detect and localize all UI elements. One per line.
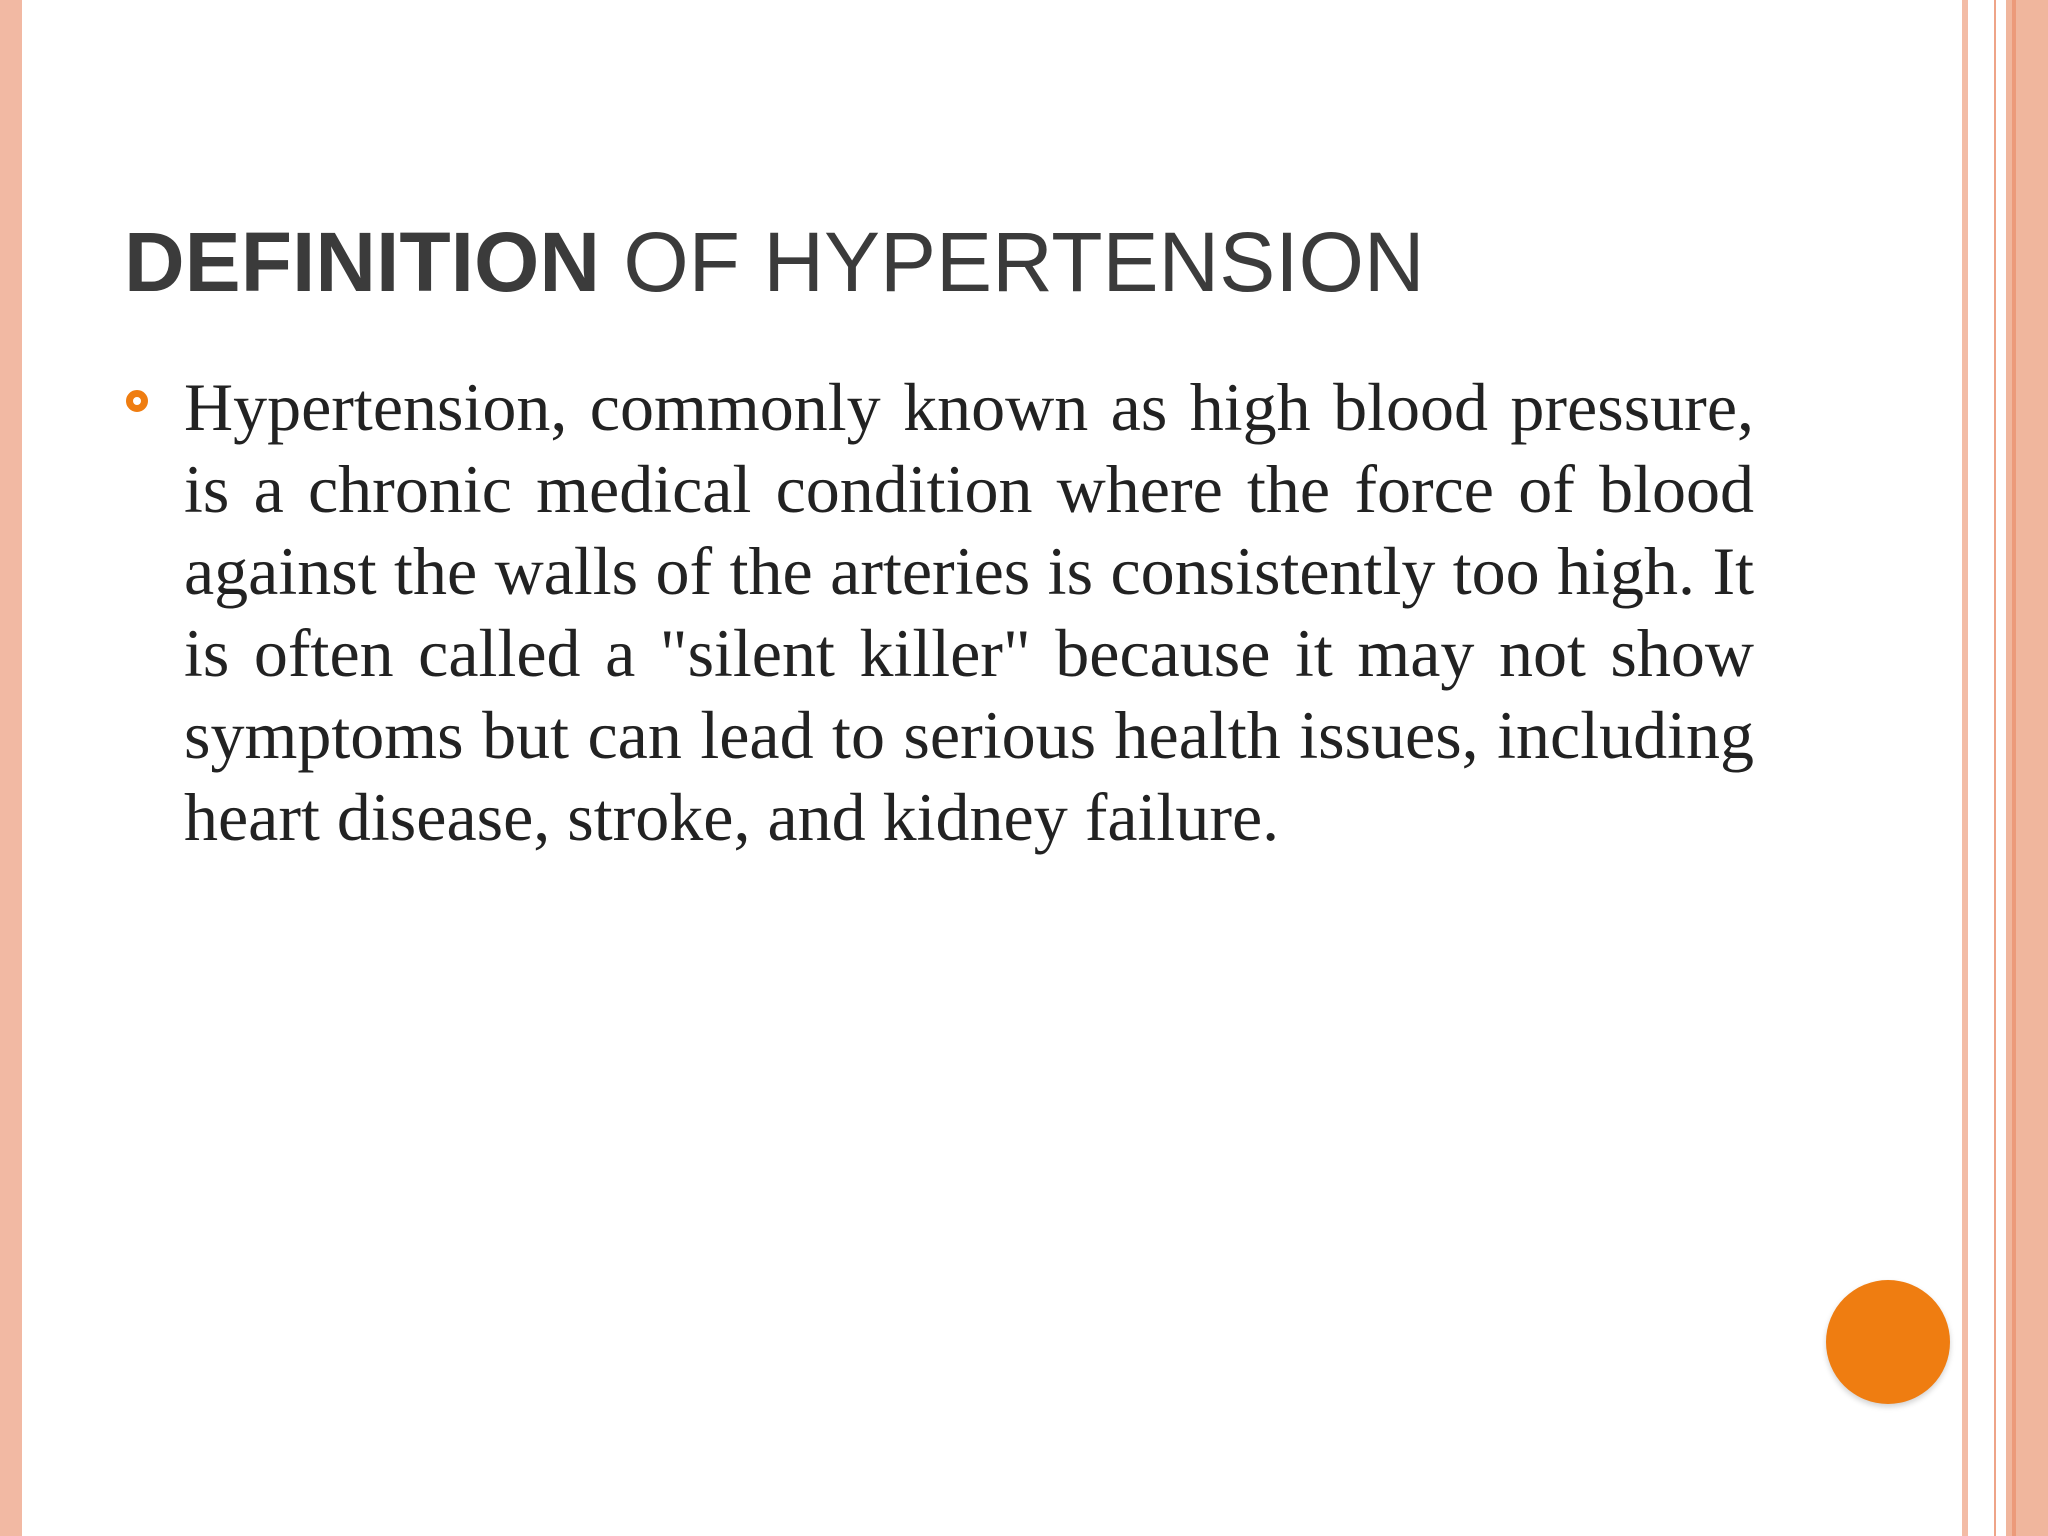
left-border-bar <box>0 0 22 1536</box>
slide-title-rest: OF HYPERTENSION <box>600 215 1425 309</box>
right-border-strip <box>1996 0 2006 1536</box>
bullet-item <box>124 366 1754 858</box>
slide-title <box>124 212 1425 312</box>
right-border-decoration <box>1962 0 2048 1536</box>
slide-title-bold: DEFINITION <box>124 215 600 309</box>
bullet-text: Hypertension, commonly known as high blood pressure, is a chronic medical condition where the force of blood against the walls of the arteries is consistently too high. It is often called a "silent killer" because it may not show symptoms but can lead to serious health issues, including heart disease, stroke, and kidney failure. <box>184 369 1754 855</box>
right-border-strip <box>1968 0 1994 1536</box>
right-border-strip <box>2012 0 2016 1536</box>
circle-outline-icon <box>126 390 148 412</box>
orange-circle-icon[interactable] <box>1826 1280 1950 1404</box>
